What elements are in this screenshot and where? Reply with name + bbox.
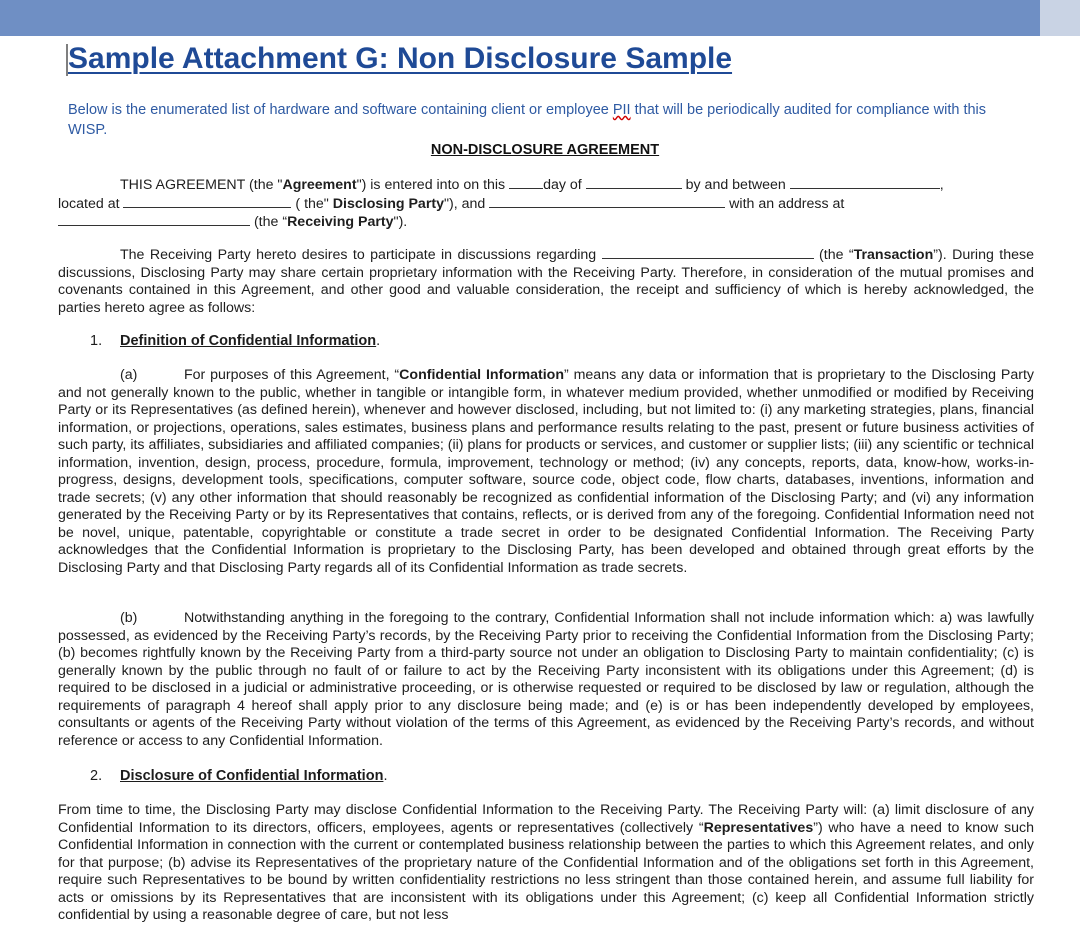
agreement-text: by and between xyxy=(681,177,790,193)
address-blank xyxy=(58,213,250,226)
clause-term: Confidential Information xyxy=(399,367,565,383)
disclosure-text: ”) who have a need to know such Confidential Information in connection with the current or contemplated business relationship between the parties to which this Agreement relates, and only for that purpose; (b) advise its Representatives of the proprietary nature of the Confidential Information and of the obligations set forth in this Agreement, require such Representatives to be bound by written confidentiality restrictions no less stringent than those contained herein, and assume full liability for acts or omissions by its Representatives that are inconsistent with its obligations under this Agreement; (c) keep all Confidential Information strictly confidential by using a reasonable degree of care, but not less xyxy=(58,819,1034,923)
intro-text-before: Below is the enumerated list of hardware and software containing client or employee xyxy=(68,102,613,118)
clause-label: (b) xyxy=(120,610,138,626)
clause-text: ” means any data or information that is proprietary to the Disclosing Party and not generally known to the public, whether in tangible or intangible form, in whatever medium provided, whether unmodified or modified by Receiving Party or its Representatives (as defined herein), whenever and however disclosed, including, but not limited to: (i) any marketing strategies, plans, financial information, or projections, operations, sales estimates, business plans and performance results relating to the past, present or future business activities of such party, its affiliates, subsidiaries and affiliated companies; (ii) plans for products or services, and customer or supplier lists; (iii) any scientific or technical information, invention, design, process, procedure, formula, improvement, technology or method; (iv) any concepts, reports, data, know-how, works-in-progress, designs, development tools, specifications, computer software, source code, object code, flow charts, databases, inventions, information and trade secrets; (v) any other information that should reasonably be recognized as confidential information of the Disclosing Party; and (vi) any information generated by the Receiving Party or by its Representatives that contains, reflects, or is derived from any of the foregoing. Confidential Information need not be novel, unique, patentable, copyrightable or constitute a trade secret in order to be designated Confidential Information. The Receiving Party acknowledges that the Confidential Information is proprietary to the Disclosing Party, has been developed and obtained through great efforts by the Disclosing Party and that Disclosing Party regards all of its Confidential Information as trade secrets. xyxy=(58,367,1034,576)
clause-label: (a) xyxy=(120,367,138,383)
clause-text: For purposes of this Agreement, “ xyxy=(184,367,400,383)
section-number: 1. xyxy=(90,333,103,349)
purpose-text: ”). During these discussions, Disclosing Party may share certain proprietary information with the Receiving Party. Therefore, in consideration of the mutual promises and covenants contained in this Agreement, and other good and valuable consideration, the receipt and sufficiency of which is hereby acknowledged, the parties hereto agree as follows: xyxy=(58,247,1034,316)
agreement-term: Disclosing Party xyxy=(332,195,444,212)
receiving-party-blank xyxy=(489,195,725,208)
agreement-text: , xyxy=(939,177,944,193)
purpose-text: The Receiving Party hereto desires to participate in discussions regarding xyxy=(120,247,602,263)
section-number: 2. xyxy=(90,768,103,784)
agreement-line-1 xyxy=(58,176,1034,195)
month-blank xyxy=(586,176,682,189)
clause-b-paragraph xyxy=(58,610,1034,750)
clause-text: Notwithstanding anything in the foregoing to the contrary, Confidential Information shall not include information which: a) was lawfully possessed, as evidenced by the Receiving Party’s records, by the Receiving Party prior to receiving the Confidential Information from the Disclosing Party; (b) becomes rightfully known by the Receiving Party from a third-party source not under an obligation to Disclosing Party to maintain confidentiality; (c) is generally known by the public through no fault of or failure to act by the Receiving Party inconsistent with its obligations under this Agreement; (d) is required to be disclosed in a judicial or administrative proceeding, or is otherwise requested or required to be disclosed by law or regulation, although the requirements of paragraph 4 hereof shall apply prior to any disclosure being made; and (e) is or has been independently developed by employees, consultants or agents of the Receiving Party without violation of the terms of this Agreement, as evidenced by the Receiving Party’s records, and without reference or access to any Confidential Information. xyxy=(58,610,1034,749)
section-dot: . xyxy=(383,768,388,784)
purpose-term: Transaction xyxy=(853,247,934,263)
disclosure-paragraph xyxy=(58,802,1034,925)
document-title: Sample Attachment G: Non Disclosure Sample xyxy=(68,42,733,75)
purpose-text: (the “ xyxy=(813,247,854,263)
intro-paragraph xyxy=(68,100,998,140)
agreement-text: day of xyxy=(543,177,586,193)
day-blank xyxy=(509,176,543,189)
intro-pii-term: PII xyxy=(612,102,631,118)
window-title-bar xyxy=(0,0,1080,36)
agreement-block xyxy=(58,176,1034,232)
agreement-text: with an address at xyxy=(725,195,845,212)
section-title: Disclosure of Confidential Information xyxy=(120,768,384,784)
title-bar-edge xyxy=(1040,0,1080,36)
section-1-heading xyxy=(90,333,380,349)
agreement-text: ( the" xyxy=(291,195,333,212)
purpose-paragraph xyxy=(58,246,1034,317)
clause-a-paragraph xyxy=(58,367,1034,577)
agreement-term: Receiving Party xyxy=(287,214,394,230)
transaction-blank xyxy=(602,246,814,259)
agreement-text: "). xyxy=(393,214,408,230)
agreement-line-3 xyxy=(58,213,1034,232)
agreement-text: THIS AGREEMENT (the " xyxy=(120,177,283,193)
agreement-text: ") is entered into on this xyxy=(356,177,510,193)
section-2-heading xyxy=(90,768,387,784)
party-blank xyxy=(790,176,940,189)
disclosure-term: Representatives xyxy=(703,819,814,836)
intro-text-after: that will be periodically audited for compliance with this WISP. xyxy=(68,102,987,138)
agreement-line-2 xyxy=(58,195,1034,214)
agreement-text: (the “ xyxy=(250,214,288,230)
section-title: Definition of Confidential Information xyxy=(120,333,377,349)
agreement-term: Agreement xyxy=(282,177,357,193)
disclosure-text: From time to time, the Disclosing Party may disclose Confidential Information to the Receiving Party. The Receiving Party will: (a) limit disclosure of any Confidential Information to its directors, officers, employees, agents or representatives (collectively “ xyxy=(58,802,1034,836)
section-dot: . xyxy=(376,333,381,349)
nda-heading: NON-DISCLOSURE AGREEMENT xyxy=(430,142,660,158)
location-blank xyxy=(123,195,291,208)
agreement-text: located at xyxy=(58,195,124,212)
agreement-text: "), and xyxy=(443,195,490,212)
